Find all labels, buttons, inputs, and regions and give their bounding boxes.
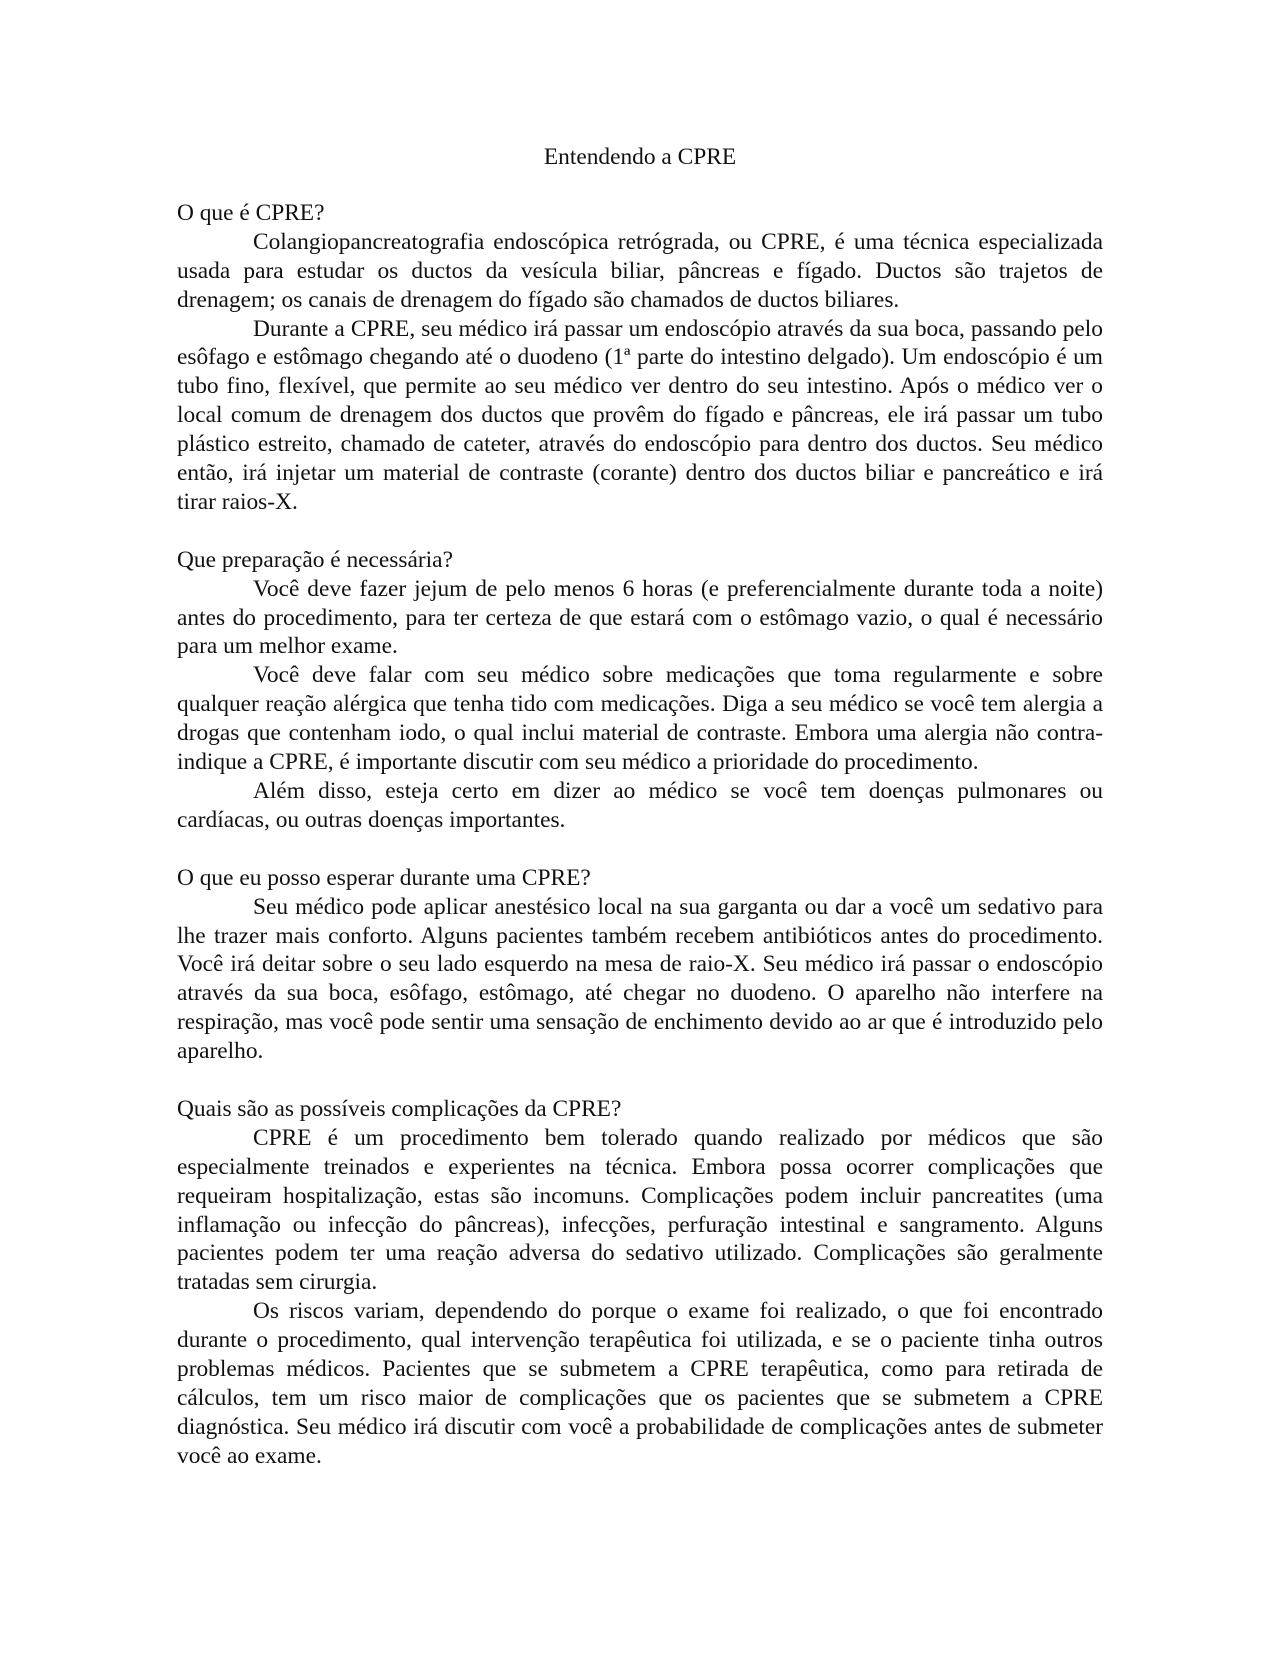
- paragraph: Você deve falar com seu médico sobre medicações que toma regularmente e sobre qualquer reação alérgica que tenha tido com medicações. Diga a seu médico se você tem alergia a drogas que contenham iodo, o qual inclui material de contraste. Embora uma alergia não contra-indique a CPRE, é importante discutir com seu médico a prioridade do procedimento.: [177, 662, 1103, 776]
- section-heading: Quais são as possíveis complicações da CPRE?: [177, 1095, 622, 1122]
- paragraph: Durante a CPRE, seu médico irá passar um endoscópio através da sua boca, passando pelo esôfago e estômago chegando até o duodeno (1ª parte do intestino delgado). Um endoscópio é um tubo fino, flexível, que permite ao seu médico ver dentro do seu intestino. Após o médico ver o local comum de drenagem dos ductos que provêm do fígado e pâncreas, ele irá passar um tubo plástico estreito, chamado de cateter, através do endoscópio para dentro dos ductos. Seu médico então, irá injetar um material de contraste (corante) dentro dos ductos biliar e pancreático e irá tirar raios-X.: [177, 315, 1103, 515]
- document-page: [177, 143, 1103, 1471]
- section-complications: [177, 1095, 1103, 1471]
- section-what-to-expect: [177, 864, 1103, 1066]
- paragraph: Você deve fazer jejum de pelo menos 6 horas (e preferencialmente durante toda a noite) antes do procedimento, para ter certeza de que estará com o estômago vazio, o qual é necessário para um melhor exame.: [177, 575, 1103, 660]
- paragraph: CPRE é um procedimento bem tolerado quando realizado por médicos que são especialmente treinados e experientes na técnica. Embora possa ocorrer complicações que requeiram hospitalização, estas são incomuns. Complicações podem incluir pancreatites (uma inflamação ou infecção do pâncreas), infecções, perfuração intestinal e sangramento. Alguns pacientes podem ter uma reação adversa do sedativo utilizado. Complicações são geralmente tratadas sem cirurgia.: [177, 1124, 1103, 1296]
- section-what-is-cpre: [177, 199, 1103, 517]
- document-title: Entendendo a CPRE: [543, 144, 737, 170]
- paragraph: Os riscos variam, dependendo do porque o exame foi realizado, o que foi encontrado durante o procedimento, qual intervenção terapêutica foi utilizada, e se o paciente tinha outros problemas médicos. Pacientes que se submetem a CPRE terapêutica, como para retirada de cálculos, tem um risco maior de complicações que os pacientes que se submetem a CPRE diagnóstica. Seu médico irá discutir com você a probabilidade de complicações antes de submeter você ao exame.: [177, 1298, 1103, 1469]
- paragraph: Colangiopancreatografia endoscópica retrógrada, ou CPRE, é uma técnica especializada usada para estudar os ductos da vesícula biliar, pâncreas e fígado. Ductos são trajetos de drenagem; os canais de drenagem do fígado são chamados de ductos biliares.: [177, 228, 1103, 313]
- section-heading: O que eu posso esperar durante uma CPRE?: [177, 864, 591, 891]
- section-heading: Que preparação é necessária?: [177, 546, 453, 573]
- paragraph: Além disso, esteja certo em dizer ao médico se você tem doenças pulmonares ou cardíacas, ou outras doenças importantes.: [177, 778, 1103, 833]
- paragraph: Seu médico pode aplicar anestésico local na sua garganta ou dar a você um sedativo para lhe trazer mais conforto. Alguns pacientes também recebem antibióticos antes do procedimento. Você irá deitar sobre o seu lado esquerdo na mesa de raio-X. Seu médico irá passar o endoscópio através da sua boca, esôfago, estômago, até chegar no duodeno. O aparelho não interfere na respiração, mas você pode sentir uma sensação de enchimento devido ao ar que é introduzido pelo aparelho.: [177, 893, 1103, 1065]
- section-preparation: [177, 546, 1103, 835]
- section-heading: O que é CPRE?: [177, 199, 325, 226]
